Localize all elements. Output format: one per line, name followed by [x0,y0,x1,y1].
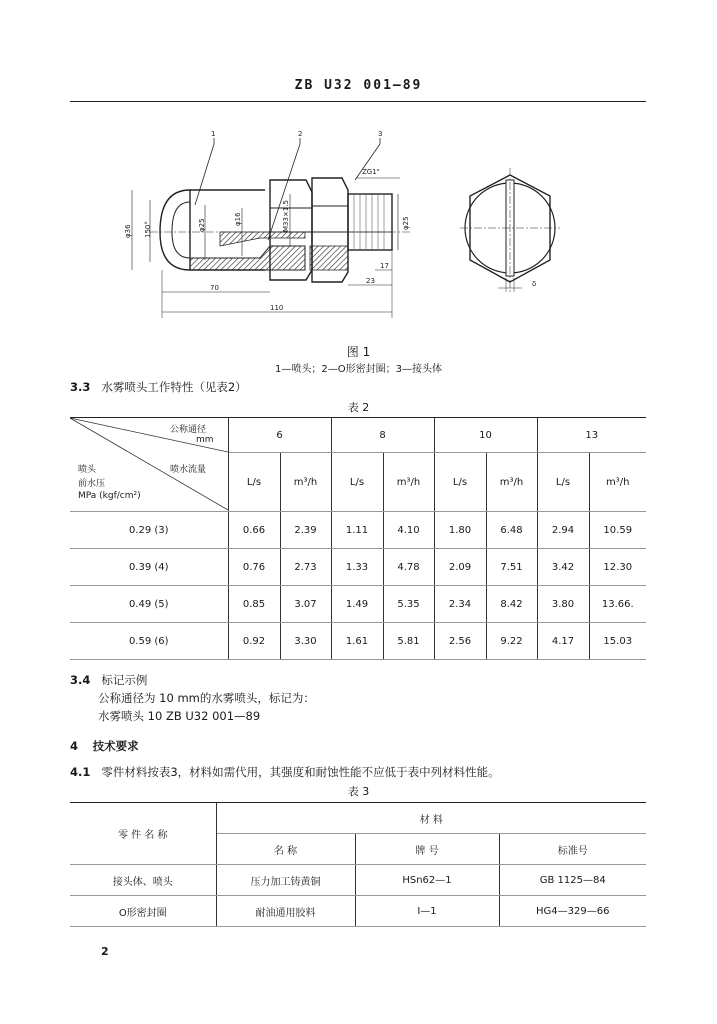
dim-150deg: 150° [144,221,152,238]
value-cell: 2.56 [434,623,486,660]
callout-3: 3 [378,130,383,138]
grade-cell: I—1 [355,896,499,927]
marking-line-1: 公称通径为 10 mm的水雾喷头，标记为： [98,691,315,705]
grade-cell: HSn62—1 [355,865,499,896]
section-3-4 [70,672,147,688]
unit-header: L/s [228,453,280,512]
diameter-header: 8 [331,418,434,453]
value-cell: 1.49 [331,586,383,623]
value-cell: 2.09 [434,549,486,586]
header-rule [70,101,646,102]
table-row [70,865,646,896]
value-cell: 2.94 [537,512,589,549]
table-row [70,549,646,586]
section-number: 4.1 [70,765,91,779]
value-cell: 1.33 [331,549,383,586]
value-cell: 2.73 [280,549,331,586]
value-cell: 3.80 [537,586,589,623]
section-3-3 [70,379,247,395]
dim-d25a: φ25 [198,218,206,232]
value-cell: 12.30 [589,549,646,586]
document-header: ZB U32 001—89 [294,78,423,93]
pressure-cell: 0.39 (4) [70,549,228,586]
figure-caption: 图 1 [346,345,371,359]
unit-header: m³/h [589,453,646,512]
dim-70: 70 [210,284,219,292]
dim-delta: δ [532,280,537,288]
corner-diameter-label: 公称通径 [170,425,207,435]
callout-2: 2 [298,130,303,138]
value-cell: 7.51 [486,549,537,586]
table2-corner [70,418,228,512]
table-row [70,586,646,623]
dim-m33: M33×1.5 [282,200,290,232]
value-cell: 0.66 [228,512,280,549]
value-cell: 1.11 [331,512,383,549]
unit-header: L/s [331,453,383,512]
value-cell: 9.22 [486,623,537,660]
marking-line-2: 水雾喷头 10 ZB U32 001—89 [98,709,261,723]
section-title: 标记示例 [101,673,148,687]
unit-header: L/s [434,453,486,512]
value-cell: 1.61 [331,623,383,660]
table2-title: 表 2 [347,401,370,414]
pressure-cell: 0.59 (6) [70,623,228,660]
corner-flow-label: 喷水流量 [170,465,207,475]
value-cell: 5.35 [383,586,434,623]
table-row [70,512,646,549]
corner-pressure-label: 前水压 [78,479,106,489]
dim-d36: φ36 [124,224,132,238]
standard-header: 标准号 [499,834,646,865]
part-cell: O形密封圈 [70,896,216,927]
part-cell: 接头体、喷头 [70,865,216,896]
dim-thread: ZG1" [362,168,380,176]
value-cell: 3.42 [537,549,589,586]
grade-header: 牌 号 [355,834,499,865]
value-cell: 1.80 [434,512,486,549]
value-cell: 4.10 [383,512,434,549]
value-cell: 0.76 [228,549,280,586]
diameter-header: 6 [228,418,331,453]
value-cell: 0.85 [228,586,280,623]
diameter-header: 13 [537,418,646,453]
section-4 [70,738,139,754]
material-cell: 压力加工铸黄铜 [216,865,355,896]
diameter-header: 10 [434,418,537,453]
corner-nozzle-label: 喷头 [78,465,97,475]
value-cell: 3.30 [280,623,331,660]
dim-110: 110 [270,304,284,312]
value-cell: 4.17 [537,623,589,660]
dim-d25b: φ25 [402,216,410,230]
material-header: 材 料 [216,803,646,834]
section-text: 零件材料按表3，材料如需代用，其强度和耐蚀性能不应低于表中列材料性能。 [101,765,500,779]
section-number: 4 [70,739,79,753]
table-2 [70,417,646,660]
value-cell: 5.81 [383,623,434,660]
unit-header: L/s [537,453,589,512]
table-row [70,896,646,927]
unit-header: m³/h [383,453,434,512]
value-cell: 3.07 [280,586,331,623]
section-number: 3.4 [70,673,91,687]
value-cell: 8.42 [486,586,537,623]
value-cell: 6.48 [486,512,537,549]
section-text: 水雾喷头工作特性（见表2） [101,380,247,394]
value-cell: 2.39 [280,512,331,549]
value-cell: 15.03 [589,623,646,660]
unit-header: m³/h [486,453,537,512]
pressure-cell: 0.49 (5) [70,586,228,623]
dim-23: 23 [366,277,375,285]
material-cell: 耐油通用胶料 [216,896,355,927]
end-view [460,168,560,292]
value-cell: 2.34 [434,586,486,623]
section-title: 技术要求 [92,739,139,753]
part-name-header: 零 件 名 称 [70,803,216,865]
figure-legend: 1—喷头；2—O形密封圈；3—接头体 [275,364,442,375]
standard-cell: GB 1125—84 [499,865,646,896]
value-cell: 4.78 [383,549,434,586]
section-number: 3.3 [70,380,91,394]
table-row [70,623,646,660]
dim-d16: φ16 [234,212,242,226]
page-number: 2 [101,945,109,958]
pressure-cell: 0.29 (3) [70,512,228,549]
standard-cell: HG4—329—66 [499,896,646,927]
material-name-header: 名 称 [216,834,355,865]
unit-header: m³/h [280,453,331,512]
dim-17: 17 [380,262,389,270]
callout-1: 1 [211,130,216,138]
corner-unit: mm [196,435,214,445]
value-cell: 0.92 [228,623,280,660]
corner-pressure-unit: MPa (kgf/cm²) [78,491,141,501]
table-3 [70,802,646,927]
table3-title: 表 3 [347,785,370,798]
section-4-1 [70,764,500,780]
value-cell: 13.66. [589,586,646,623]
nozzle-drawing [110,120,580,330]
value-cell: 10.59 [589,512,646,549]
